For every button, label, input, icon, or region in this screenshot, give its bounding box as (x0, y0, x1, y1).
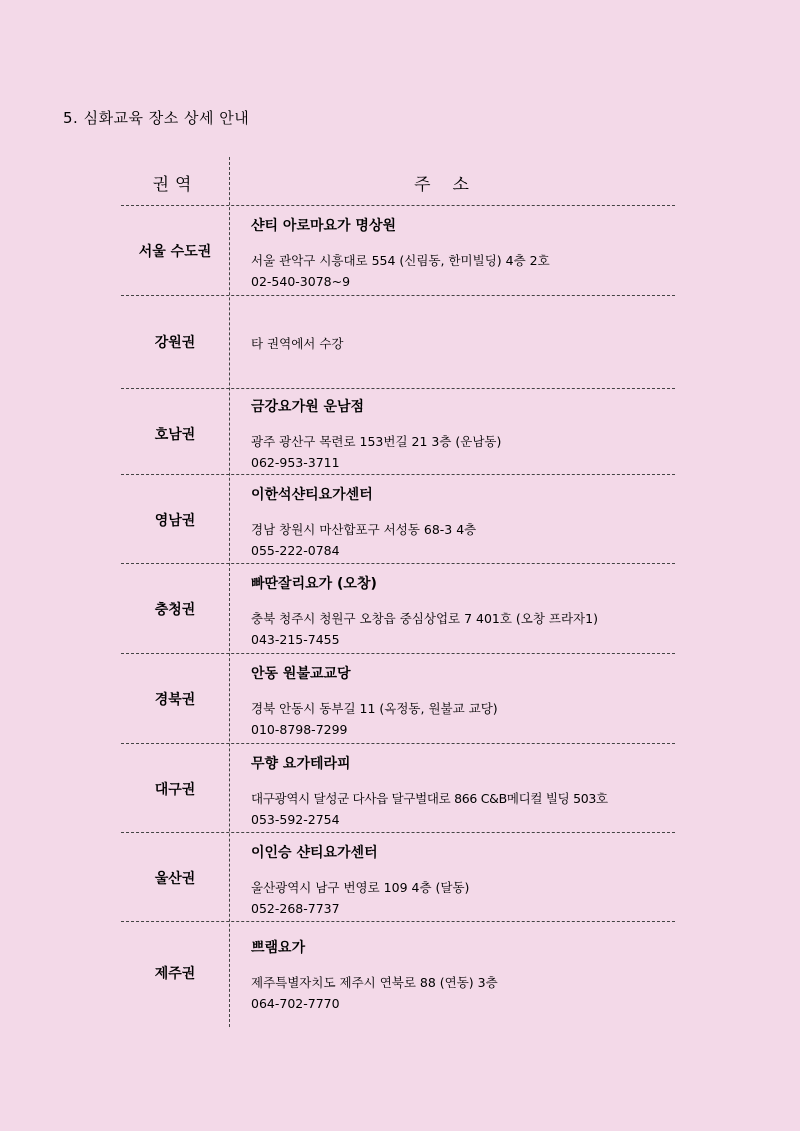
column-divider (229, 157, 230, 1027)
venue-name: 금강요가원 운남점 (251, 399, 365, 415)
venue-name: 무향 요가테라피 (251, 756, 351, 772)
region-label: 서울 수도권 (138, 244, 212, 260)
venue-phone: 062-953-3711 (251, 455, 340, 470)
venue-name: 안동 원불교교당 (251, 666, 351, 682)
venue-address: 광주 광산구 목련로 153번길 21 3층 (운남동) (251, 434, 502, 449)
venue-address: 대구광역시 달성군 다사읍 달구벌대로 866 C&B메디컬 빌딩 503호 (251, 791, 608, 806)
venue-name: 이한석샨티요가센터 (251, 487, 373, 503)
venue-phone: 043-215-7455 (251, 632, 340, 647)
address-cell (251, 573, 675, 647)
address-cell (251, 396, 675, 470)
venue-address: 울산광역시 남구 번영로 109 4층 (달동) (251, 880, 470, 895)
venue-name: 샨티 아로마요가 명상원 (251, 218, 396, 234)
region-label: 제주권 (154, 966, 196, 982)
address-cell (251, 937, 675, 1011)
row-divider (121, 295, 675, 296)
row-divider (121, 388, 675, 389)
region-label: 대구권 (154, 782, 196, 798)
address-cell (251, 334, 675, 352)
region-label: 충청권 (154, 602, 196, 618)
venue-phone: 052-268-7737 (251, 901, 340, 916)
address-cell (251, 663, 675, 737)
section-title: 5. 심화교육 장소 상세 안내 (63, 109, 250, 127)
venue-name: 빠딴잘리요가 (오창) (251, 576, 377, 592)
venue-phone: 055-222-0784 (251, 543, 340, 558)
row-divider (121, 563, 675, 564)
address-cell (251, 215, 675, 289)
venue-phone: 02-540-3078~9 (251, 274, 351, 289)
venue-phone: 010-8798-7299 (251, 722, 348, 737)
venue-name: 쁘램요가 (251, 940, 306, 956)
venue-address: 경남 창원시 마산합포구 서성동 68-3 4층 (251, 522, 477, 537)
address-cell (251, 842, 675, 916)
venue-phone: 053-592-2754 (251, 812, 340, 827)
row-divider (121, 474, 675, 475)
header-region: 권역 (152, 175, 198, 195)
venue-address: 서울 관악구 시흥대로 554 (신림동, 한미빌딩) 4층 2호 (251, 253, 550, 268)
region-label: 경북권 (154, 692, 196, 708)
venue-address: 경북 안동시 동부길 11 (옥정동, 원불교 교당) (251, 701, 498, 716)
row-divider (121, 653, 675, 654)
header-address: 주소 (414, 175, 491, 195)
region-label: 울산권 (154, 871, 196, 887)
row-divider (121, 832, 675, 833)
row-divider (121, 743, 675, 744)
venue-address: 충북 청주시 청원구 오창읍 중심상업로 7 401호 (오창 프라자1) (251, 611, 598, 626)
venue-phone: 064-702-7770 (251, 996, 340, 1011)
venue-address: 제주특별자치도 제주시 연북로 88 (연동) 3층 (251, 975, 498, 990)
venue-name: 이인승 샨티요가센터 (251, 845, 378, 861)
venue-address: 타 권역에서 수강 (251, 336, 344, 351)
region-label: 강원권 (154, 335, 196, 351)
row-divider (121, 921, 675, 922)
address-cell (251, 753, 675, 827)
region-label: 영남권 (154, 513, 196, 529)
region-label: 호남권 (154, 427, 196, 443)
address-cell (251, 484, 675, 558)
row-divider (121, 205, 675, 206)
